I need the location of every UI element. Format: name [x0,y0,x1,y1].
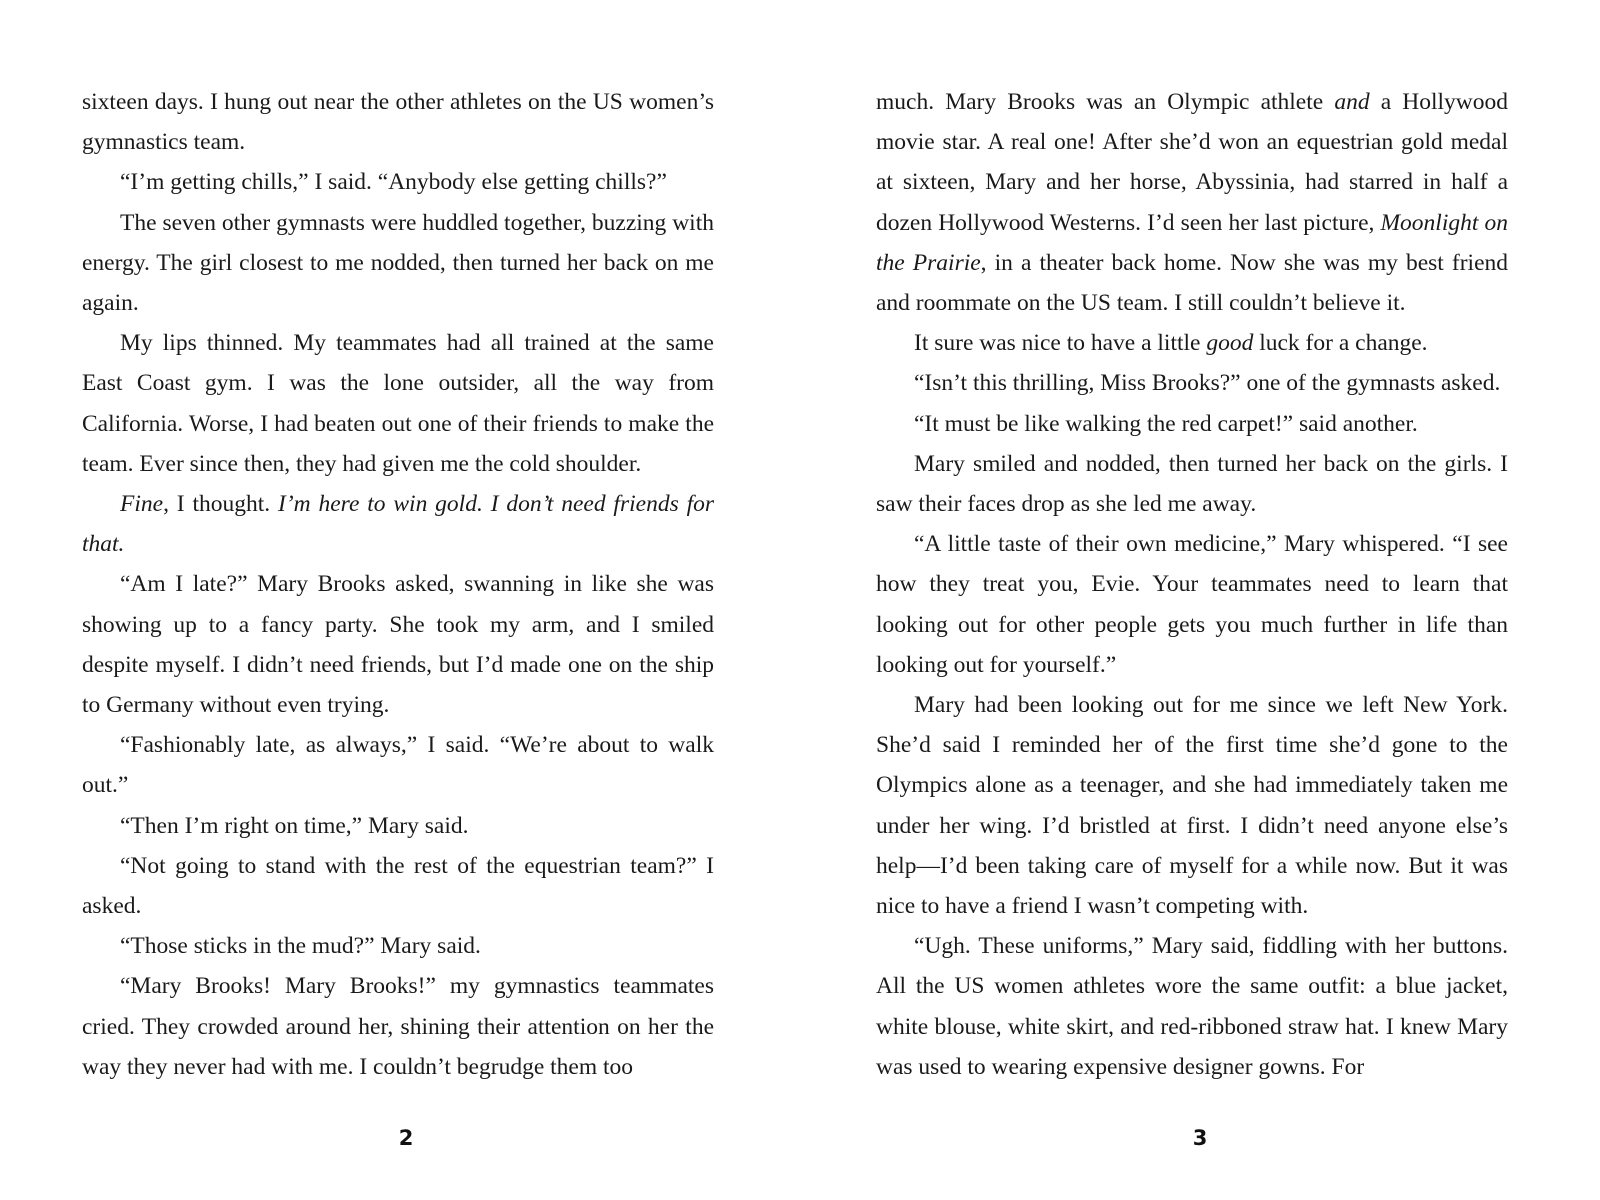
paragraph [82,162,714,202]
left-page [82,82,714,1087]
paragraph [876,323,1508,363]
text-run: Mary smiled and nodded, then turned her back on the girls. I saw their faces drop as she led me away. [876,450,1508,518]
paragraph [876,363,1508,403]
text-run: My lips thinned. My teammates had all trained at the same East Coast gym. I was the lone outsider, all the way from California. Worse, I had beaten out one of their friends to make the team. Ever since then, they had given me the cold shoulder. [82,330,714,477]
text-run: “Ugh. These uniforms,” Mary said, fiddling with her buttons. All the US women athletes wore the same outfit: a blue jacket, white blouse, white skirt, and red-ribboned straw hat. I knew Mary was used to wearing expensive designer gowns. For [876,933,1508,1080]
text-run: “Isn’t this thrilling, Miss Brooks?” one of the gymnasts asked. [914,370,1501,397]
paragraph [876,82,1508,323]
paragraph [82,82,714,162]
paragraph [82,484,714,564]
paragraph [876,524,1508,685]
left-page-text [82,82,714,1087]
paragraph [82,926,714,966]
text-run: “Then I’m right on time,” Mary said. [120,812,469,839]
italic-text: Moonlight on the Prairie [876,209,1508,276]
paragraph [82,806,714,846]
italic-text: good [1206,330,1254,357]
text-run: much. Mary Brooks was an Olympic athlete [876,89,1335,115]
italic-text: I’m here to win gold. I don’t need friends for that. [82,491,714,558]
text-run: sixteen days. I hung out near the other athletes on the US women’s gymnastics team. [82,89,714,156]
text-run: “Mary Brooks! Mary Brooks!” my gymnastics teammates cried. They crowded around her, shining their attention on her the way they never had with me. I couldn’t begrudge them too [82,973,714,1080]
text-run: “A little taste of their own medicine,” Mary whispered. “I see how they treat you, Evie. Your teammates need to learn that looking out for other people gets you much further in life than looking out for yourself.” [876,531,1508,678]
text-run: , I thought. [163,491,279,518]
text-run: It sure was nice to have a little [914,330,1207,357]
paragraph [82,564,714,725]
paragraph [876,404,1508,444]
text-run: “Am I late?” Mary Brooks asked, swanning in like she was showing up to a fancy party. She took my arm, and I smiled despite myself. I didn’t need friends, but I’d made one on the ship to Germany without even trying. [82,571,714,719]
text-run: “I’m getting chills,” I said. “Anybody else getting chills?” [120,169,667,196]
paragraph [876,926,1508,1087]
italic-text: and [1334,89,1370,115]
text-run: “Not going to stand with the rest of the equestrian team?” I asked. [82,852,714,920]
paragraph [876,685,1508,926]
text-run: The seven other gymnasts were huddled together, buzzing with energy. The girl closest to me nodded, then turned her back on me again. [82,209,714,317]
right-page [876,82,1508,1087]
paragraph [82,323,714,484]
text-run: a Hollywood movie star. A real one! After she’d won an equestrian gold medal at sixteen, Mary and her horse, Abyssinia, had starred in half a dozen Hollywood Westerns. I’d seen her last picture, [876,89,1508,236]
paragraph [82,203,714,324]
right-page-text [876,82,1508,1087]
text-run: “Those sticks in the mud?” Mary said. [120,933,481,960]
paragraph [82,966,714,1087]
text-run: luck for a change. [1253,330,1428,357]
italic-text: Fine [120,491,164,518]
right-page-number: 3 [1192,1126,1208,1150]
text-run: , in a theater back home. Now she was my best friend and roommate on the US team. I still couldn’t believe it. [876,249,1509,317]
paragraph [82,725,714,805]
text-run: “It must be like walking the red carpet!” said another. [914,410,1418,437]
text-run: Mary had been looking out for me since we left New York. She’d said I reminded her of the first time she’d gone to the Olympics alone as a teenager, and she had immediately taken me under her wing. I’d bristled at first. I didn’t need anyone else’s help—I’d been taking care of myself for a while now. But it was nice to have a friend I wasn’t competing with. [876,692,1508,920]
left-page-number: 2 [398,1126,414,1150]
paragraph [82,846,714,926]
paragraph [876,444,1508,524]
text-run: “Fashionably late, as always,” I said. “We’re about to walk out.” [82,732,714,799]
